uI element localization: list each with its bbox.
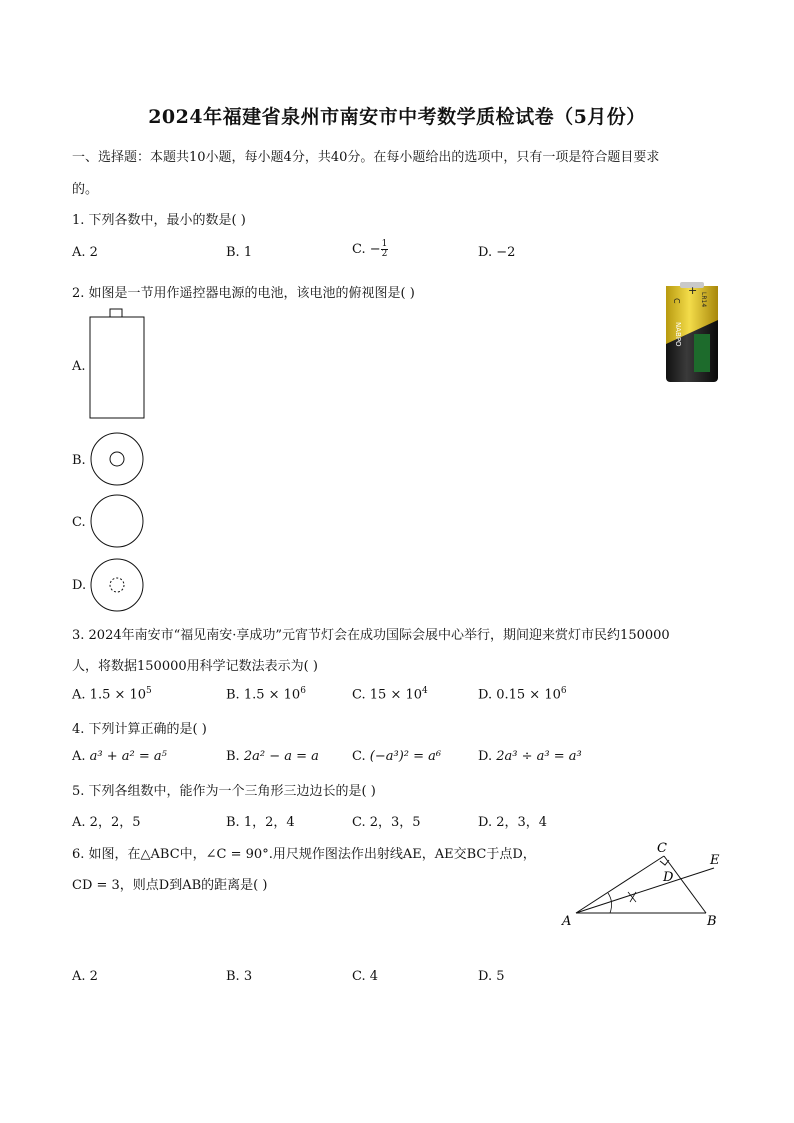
option-label: B. xyxy=(226,815,240,830)
q2-option-a[interactable]: A. xyxy=(72,359,86,374)
option-exponent: 6 xyxy=(300,686,306,696)
point-label-a: A xyxy=(562,914,572,929)
option-value: 1.5 × 10 xyxy=(89,687,147,703)
option-value: 2，3，5 xyxy=(369,815,421,830)
point-label-c: C xyxy=(657,841,667,856)
battery-brand-text: NABPO xyxy=(674,322,682,347)
q6-triangle-figure xyxy=(556,836,726,936)
option-label: A. xyxy=(72,749,86,764)
q4-option-a[interactable] xyxy=(72,749,167,764)
q3-option-d[interactable] xyxy=(478,686,567,702)
point-label-b: B xyxy=(707,914,717,929)
battery-model-text: LR14 xyxy=(700,292,707,308)
option-label: C. xyxy=(352,749,366,764)
q6-stem-line1: 6. 如图，在△ABC中，∠C = 90°.用尺规作图法作出射线AE，AE交BC于点D， xyxy=(72,847,536,862)
q4-option-d[interactable] xyxy=(478,749,582,764)
ray-ae xyxy=(576,868,714,913)
option-label: B. xyxy=(226,245,240,260)
q3-option-c[interactable] xyxy=(352,686,428,702)
q2-option-a-figure xyxy=(88,308,146,422)
option-exponent: 6 xyxy=(560,686,567,696)
q6-option-a[interactable] xyxy=(72,969,98,984)
q2-option-d-figure xyxy=(88,556,146,614)
fraction xyxy=(381,240,389,259)
option-label: B. xyxy=(226,969,240,984)
option-label: B. xyxy=(226,749,240,764)
option-label: A. xyxy=(72,969,86,984)
q3-option-a[interactable] xyxy=(72,686,152,702)
q4-option-b[interactable] xyxy=(226,749,319,764)
segment-ac xyxy=(576,856,664,913)
battery-image xyxy=(664,282,722,384)
q2-stem: 2. 如图是一节用作遥控器电源的电池，该电池的俯视图是( ) xyxy=(72,286,415,301)
q1-option-a[interactable] xyxy=(72,245,98,260)
q5-option-b[interactable] xyxy=(226,811,295,830)
point-label-d: D xyxy=(663,870,674,885)
option-label: C. xyxy=(352,815,366,830)
construction-arc xyxy=(608,893,612,913)
q6-option-c[interactable] xyxy=(352,969,378,984)
q3-stem-line2: 人，将数据150000用科学记数法表示为( ) xyxy=(72,659,318,674)
option-label: D. xyxy=(478,749,493,764)
section-header-line2: 的。 xyxy=(72,182,99,197)
section-header-line1: 一、选择题：本题共10小题，每小题4分，共40分。在每小题给出的选项中，只有一项是符合题目要求 xyxy=(72,150,660,165)
option-value: 0.15 × 10 xyxy=(496,687,561,703)
option-label: C. xyxy=(352,969,366,984)
option-exponent: 5 xyxy=(146,686,152,696)
battery-plus-text: + xyxy=(688,284,698,297)
option-label: D. xyxy=(478,969,493,984)
q2-option-c-figure xyxy=(88,492,146,550)
q6-stem-line2: CD = 3，则点D到AB的距离是( ) xyxy=(72,878,268,893)
option-value: 2a² − a = a xyxy=(243,749,319,764)
fraction-denominator: 2 xyxy=(381,249,388,259)
fraction-numerator: 1 xyxy=(381,239,388,249)
q4-option-c[interactable] xyxy=(352,749,441,764)
q1-option-c[interactable] xyxy=(352,240,388,259)
option-value: 3 xyxy=(243,969,253,984)
option-value: 4 xyxy=(369,969,379,984)
option-label: A. xyxy=(72,687,86,703)
option-label: D. xyxy=(478,245,493,260)
q6-option-d[interactable] xyxy=(478,969,505,984)
option-value: 1.5 × 10 xyxy=(243,687,301,703)
point-label-e: E xyxy=(710,853,720,868)
option-label: A. xyxy=(72,245,86,260)
battery-size-text: C xyxy=(672,298,681,304)
option-prefix: − xyxy=(369,242,381,257)
option-label: B. xyxy=(226,687,240,703)
page-title: 2024年福建省泉州市南安市中考数学质检试卷（5月份） xyxy=(148,106,646,128)
option-value: 1，2，4 xyxy=(243,815,295,830)
option-value: (−a³)² = a⁶ xyxy=(369,749,442,764)
q1-option-b[interactable] xyxy=(226,245,252,260)
q2-option-b-figure xyxy=(88,430,146,488)
construction-cross-mark xyxy=(628,892,636,902)
option-value: 2a³ ÷ a³ = a³ xyxy=(496,749,582,764)
option-value: 2，3，4 xyxy=(496,815,548,830)
option-value: 2 xyxy=(89,245,98,260)
q1-option-d[interactable] xyxy=(478,245,515,260)
option-value: a³ + a² = a⁵ xyxy=(89,749,167,764)
option-value: 2 xyxy=(89,969,98,984)
q3-option-b[interactable] xyxy=(226,686,306,702)
option-value: 2，2，5 xyxy=(89,815,141,830)
q3-stem-line1: 3. 2024年南安市“福见南安·享成功”元宵节灯会在成功国际会展中心举行，期间迎来赏灯市民约150000 xyxy=(72,628,670,643)
option-value: 15 × 10 xyxy=(369,687,423,703)
q2-option-b[interactable]: B. xyxy=(72,453,86,468)
q2-option-c[interactable]: C. xyxy=(72,515,86,530)
q5-option-c[interactable] xyxy=(352,811,421,830)
q4-stem: 4. 下列计算正确的是( ) xyxy=(72,722,207,737)
q5-stem: 5. 下列各组数中，能作为一个三角形三边边长的是( ) xyxy=(72,784,376,799)
option-value: 1 xyxy=(243,245,253,260)
option-exponent: 4 xyxy=(422,686,428,696)
q1-stem: 1. 下列各数中，最小的数是( ) xyxy=(72,213,246,228)
q5-option-d[interactable] xyxy=(478,811,547,830)
option-label: D. xyxy=(478,815,493,830)
option-label: D. xyxy=(478,687,493,703)
option-value: 5 xyxy=(496,969,505,984)
q2-option-d[interactable]: D. xyxy=(72,578,87,593)
option-label: A. xyxy=(72,815,86,830)
option-label: C. xyxy=(352,242,366,257)
q5-option-a[interactable] xyxy=(72,811,141,830)
option-value: −2 xyxy=(496,245,516,260)
q6-option-b[interactable] xyxy=(226,969,252,984)
option-label: C. xyxy=(352,687,366,703)
